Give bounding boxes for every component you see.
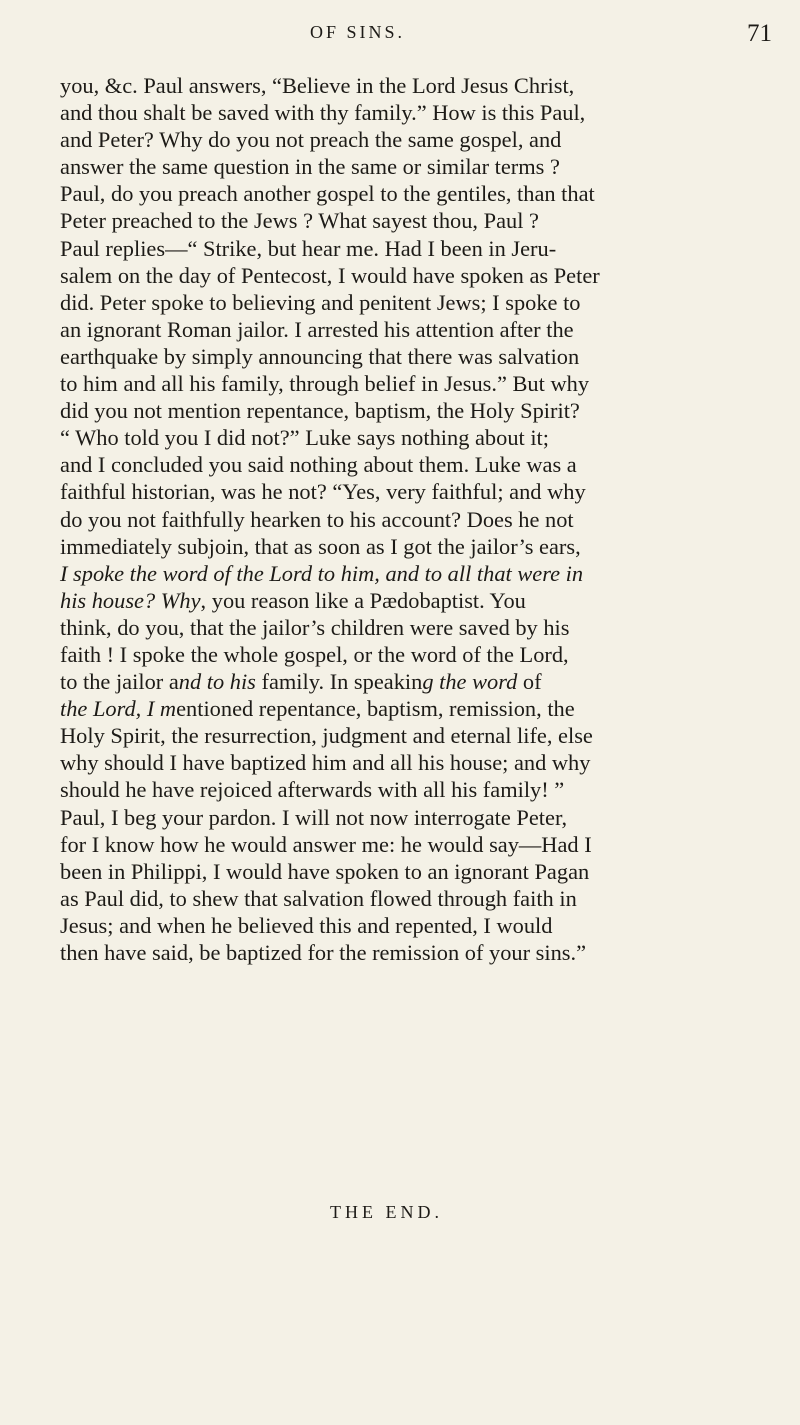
text-line: and Peter? Why do you not preach the same gospel, and (60, 127, 562, 153)
text-line: Paul, I beg your pardon. I will not now interrogate Peter, (60, 804, 568, 830)
text-line: his house? Why, you reason like a Pædobaptist. You (60, 587, 526, 613)
text-line: “ Who told you I did not?” Luke says nothing about it; (60, 425, 549, 451)
text-line: faithful historian, was he not? “Yes, very faithful; and why (60, 479, 586, 505)
text-line: answer the same question in the same or similar terms ? (60, 154, 560, 180)
text-line: earthquake by simply announcing that there was salvation (60, 343, 580, 369)
text-line: Peter preached to the Jews ? What sayest thou, Paul ? (60, 208, 539, 234)
text-line: immediately subjoin, that as soon as I got the jailor’s ears, (60, 533, 581, 559)
running-title: OF SINS. (310, 22, 406, 42)
text-line: and I concluded you said nothing about them. Luke was a (60, 452, 577, 478)
text-line: did. Peter spoke to believing and penitent Jews; I spoke to (60, 289, 581, 315)
text-line: faith ! I spoke the whole gospel, or the word of the Lord, (60, 641, 569, 667)
text-line: Paul replies—“ Strike, but hear me. Had I been in Jeru- (60, 235, 557, 261)
text-line: you, &c. Paul answers, “Believe in the Lord Jesus Christ, (60, 73, 575, 98)
body-paragraph (60, 72, 766, 966)
text-line: I spoke the word of the Lord to him, and to all that were in (60, 560, 584, 586)
text-line: do you not faithfully hearken to his account? Does he not (60, 506, 574, 532)
text-line: think, do you, that the jailor’s children were saved by his (60, 614, 570, 640)
text-line: did you not mention repentance, baptism, the Holy Spirit? (60, 398, 580, 424)
text-line: why should I have baptized him and all his house; and why (60, 750, 591, 776)
text-line: to him and all his family, through belief in Jesus.” But why (60, 371, 590, 397)
text-line: an ignorant Roman jailor. I arrested his attention after the (60, 316, 574, 342)
text-line: for I know how he would answer me: he would say—Had I (60, 831, 592, 857)
text-line: the Lord, I mentioned repentance, baptism, remission, the (60, 696, 575, 722)
text-line: to the jailor and to his family. In speaking the word of (60, 669, 542, 695)
end-mark: THE END. (330, 1202, 443, 1222)
text-line: Jesus; and when he believed this and repented, I would (60, 912, 553, 938)
text-line: Holy Spirit, the resurrection, judgment and eternal life, else (60, 723, 593, 749)
text-line: then have said, be baptized for the remission of your sins.” (60, 940, 587, 965)
text-line: been in Philippi, I would have spoken to an ignorant Pagan (60, 858, 590, 884)
text-line: Paul, do you preach another gospel to the gentiles, than that (60, 181, 595, 207)
page-number: 71 (747, 20, 772, 47)
text-line: should he have rejoiced afterwards with all his family! ” (60, 777, 565, 803)
text-line: salem on the day of Pentecost, I would have spoken as Peter (60, 262, 600, 288)
text-line: as Paul did, to shew that salvation flowed through faith in (60, 885, 577, 911)
text-line: and thou shalt be saved with thy family.” How is this Paul, (60, 100, 586, 126)
